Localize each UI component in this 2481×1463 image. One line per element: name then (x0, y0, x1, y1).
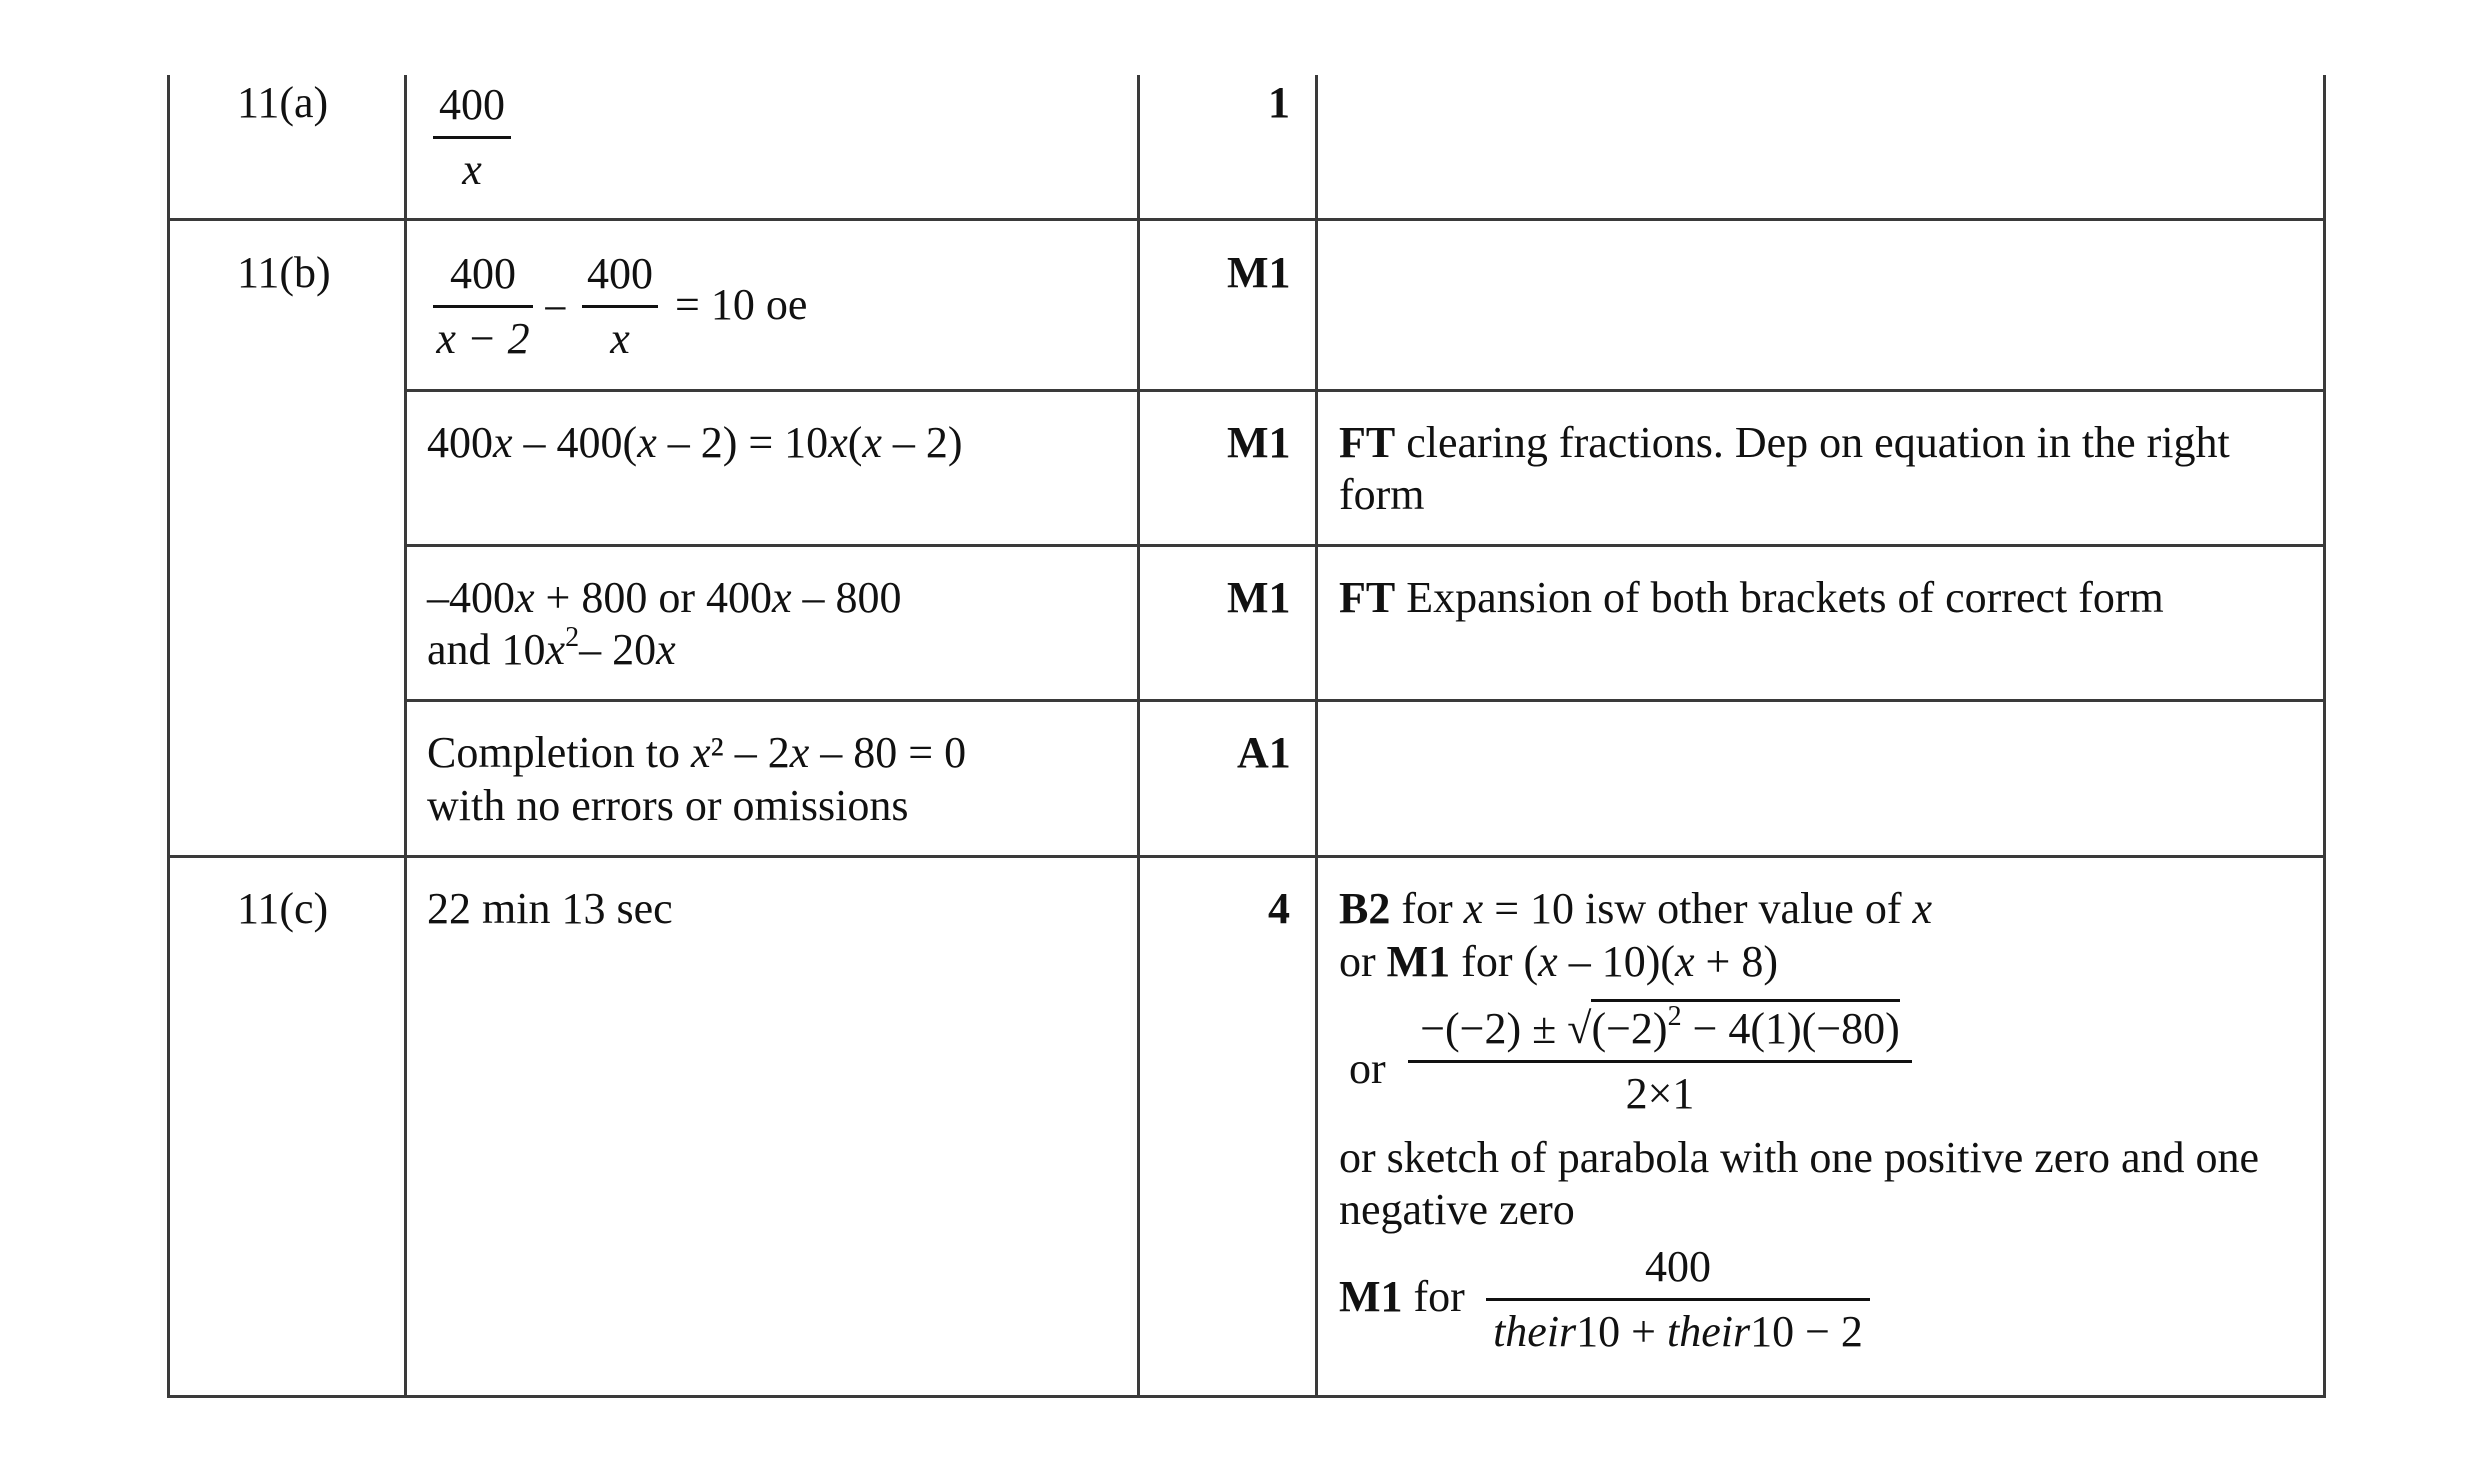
part-label: 11(a) (237, 78, 329, 127)
guidance-or: or (1349, 1044, 1386, 1093)
fraction-numerator: 400 (439, 80, 505, 129)
sqrt-radicand: $(-2)^2 - 4(1)(-80)$ (1591, 1001, 1900, 1053)
answer-fraction (433, 80, 511, 195)
mark-value: A1 (1237, 728, 1291, 777)
guidance-line-m1: or M1 for (x – 10)(x + 8) (1339, 937, 1778, 986)
fraction-numerator: $-(-2) \pm √(-2)^2 - 4(1)(-80)$ (1420, 1001, 1900, 1053)
table-border-left (167, 75, 170, 1398)
table-divider-marks (1315, 75, 1318, 1398)
guidance-sketch-cont: negative zero (1339, 1185, 1575, 1234)
sqrt-icon: √ (1567, 1004, 1592, 1053)
answer-fraction-1 (433, 249, 533, 364)
guidance-m1-for: M1 for (1339, 1272, 1465, 1321)
fraction-denominator: x − 2 (436, 314, 530, 363)
answer-text-cont: and $10x^2-$ 20x (427, 622, 676, 674)
fraction-denominator: their10 + their10 − 2 (1493, 1307, 1863, 1356)
row-divider (167, 218, 2326, 221)
guidance-text-cont: form (1339, 470, 1425, 519)
time-fraction (1486, 1242, 1870, 1357)
row-divider (167, 855, 2326, 858)
fraction-bar (1408, 1060, 1912, 1063)
answer-text: 400x – 400(x – 2) = 10x(x – 2) (427, 418, 963, 467)
part-label: 11(b) (237, 248, 331, 297)
answer-text: 22 min 13 sec (427, 884, 673, 933)
row-divider (404, 699, 2326, 702)
answer-text: –400x + 800 or 400x – 800 (427, 573, 902, 622)
fraction-denominator: 2×1 (1625, 1069, 1695, 1118)
fraction-denominator: x (462, 145, 482, 194)
fraction-denominator: x (610, 314, 630, 363)
answer-text: Completion to x² – 2x – 80 = 0 (427, 728, 967, 777)
guidance-line-b2: B2 for x = 10 isw other value of x (1339, 884, 1933, 933)
table-border-bottom (167, 1395, 2326, 1398)
row-divider (404, 389, 2326, 392)
minus-sign: − (543, 284, 568, 333)
mark-value: M1 (1227, 418, 1291, 467)
table-divider-answer (1137, 75, 1140, 1398)
fraction-bar (433, 136, 511, 139)
fraction-bar (433, 305, 533, 308)
mark-value: 4 (1268, 884, 1290, 933)
fraction-numerator: 400 (1645, 1242, 1711, 1291)
answer-fraction-2 (582, 249, 658, 364)
fraction-bar (582, 305, 658, 308)
answer-text-cont: with no errors or omissions (427, 781, 909, 830)
row-divider (404, 544, 2326, 547)
equation-tail: = 10 oe (675, 280, 808, 329)
guidance-text: FT Expansion of both brackets of correct form (1339, 573, 2164, 622)
guidance-sketch: or sketch of parabola with one positive zero and one (1339, 1133, 2260, 1182)
guidance-text: FT clearing fractions. Dep on equation in the right (1339, 418, 2230, 467)
fraction-numerator: 400 (587, 249, 653, 298)
mark-value: M1 (1227, 248, 1291, 297)
part-label: 11(c) (237, 884, 329, 933)
fraction-bar (1486, 1298, 1870, 1301)
table-border-right (2323, 75, 2326, 1398)
mark-value: M1 (1227, 573, 1291, 622)
quadratic-formula-fraction (1408, 1001, 1912, 1119)
table-divider-part (404, 75, 407, 1398)
fraction-numerator: 400 (450, 249, 516, 298)
mark-value: 1 (1268, 78, 1290, 127)
